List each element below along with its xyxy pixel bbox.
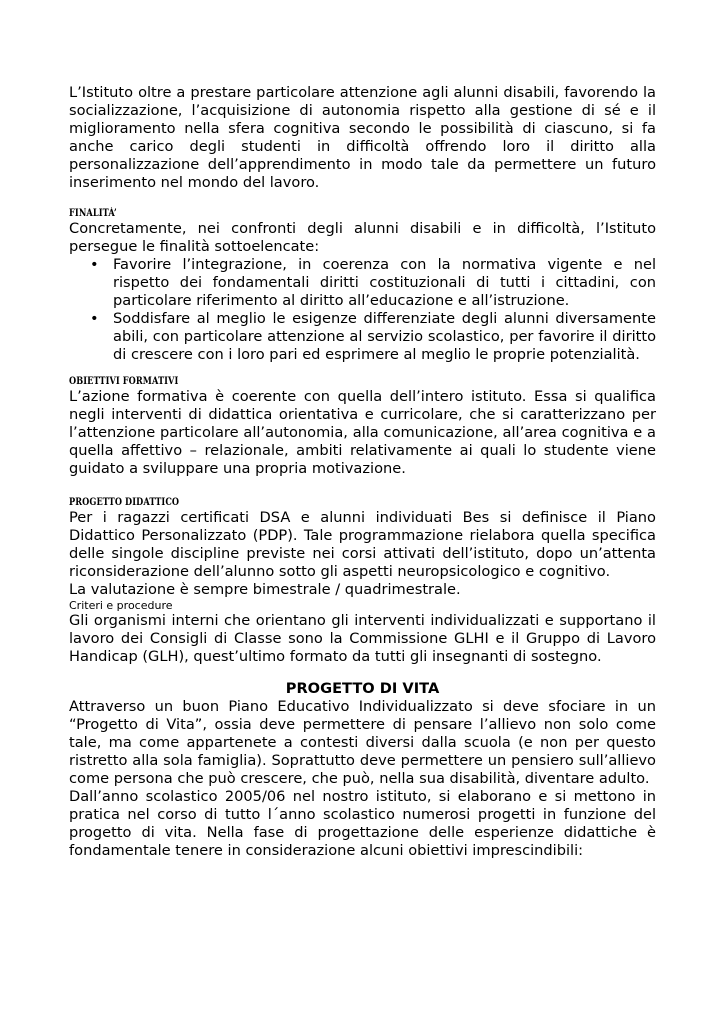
valutazione-line: La valutazione è sempre bimestrale / quadrimestrale. — [69, 581, 461, 598]
progetto-didattico-paragraph: Per i ragazzi certificati DSA e alunni individuati Bes si definisce il Piano Didattico Personalizzato (PDP). Tale programmazione rielabora quella specifica delle singole discipline previste nei corsi attivati dell’istituto, dopo un’attenta riconsiderazione dell’alunno sotto gli aspetti neuropsicologico e cognitivo. — [69, 509, 656, 580]
intro-paragraph: L’Istituto oltre a prestare particolare attenzione agli alunni disabili, favorendo la socializzazione, l’acquisizione di autonomia rispetto alla gestione di sé e il miglioramento nella sfera cognitiva secondo le possibilità di ciascuno, si fa anche carico degli studenti in difficoltà offrendo loro il diritto alla personalizzazione dell’apprendimento in modo tale da permettere un futuro inserimento nel mondo del lavoro. — [69, 84, 656, 191]
progetto-vita-paragraph-1: Attraverso un buon Piano Educativo Individualizzato si deve sfociare in un “Progetto di Vita”, ossia deve permettere di pensare l’allievo non solo come tale, ma come appartenete a contesti diversi dalla scuola (e non per questo ristretto alla sola famiglia). Soprattutto deve permettere un pensiero sull’allievo come persona che può crescere, che può, nella sua disabilità, diventare adulto. — [69, 698, 656, 787]
progetto-vita-paragraph-2: Dall’anno scolastico 2005/06 nel nostro istituto, si elaborano e si mettono in pratica nel corso di tutto l´anno scolastico numerosi progetti in funzione del progetto di vita. Nella fase di progettazione delle esperienze didattiche è fondamentale tenere in considerazione alcuni obiettivi imprescindibili: — [69, 788, 656, 859]
finalita-heading: FINALITÀ’ — [69, 208, 117, 219]
progetto-didattico-heading: PROGETTO DIDATTICO — [69, 497, 180, 508]
criteri-label: Criteri e procedure — [69, 599, 173, 612]
progetto-vita-title: PROGETTO DI VITA — [285, 680, 440, 697]
list-item — [90, 256, 656, 310]
organismi-paragraph: Gli organismi interni che orientano gli interventi individualizzati e supportano il lavoro dei Consigli di Classe sono la Commissione GLHI e il Gruppo di Lavoro Handicap (GLH), quest’ultimo formato da tutti gli insegnanti di sostegno. — [69, 612, 656, 665]
document-page — [69, 84, 656, 860]
obiettivi-heading: OBIETTIVI FORMATIVI — [69, 376, 179, 387]
finalita-intro: Concretamente, nei confronti degli alunni disabili e in difficoltà, l’Istituto persegue le finalità sottoelencate: — [69, 220, 656, 255]
bullet-icon: • — [90, 256, 99, 273]
list-item-text: Favorire l’integrazione, in coerenza con la normativa vigente e nel rispetto dei fondamentali diritti costituzionali di tutti i cittadini, con particolare riferimento al diritto all’educazione e all’istruzione. — [113, 256, 656, 309]
finalita-list — [69, 256, 656, 364]
list-item-text: Soddisfare al meglio le esigenze differenziate degli alunni diversamente abili, con particolare attenzione al servizio scolastico, per favorire il diritto di crescere con i loro pari ed esprimere al meglio le proprie potenzialità. — [113, 310, 656, 363]
list-item — [90, 310, 656, 364]
obiettivi-paragraph: L’azione formativa è coerente con quella dell’intero istituto. Essa si qualifica negli interventi di didattica orientativa e curricolare, che si caratterizzano per l’attenzione particolare all’autonomia, alla comunicazione, all’area cognitiva e a quella affettivo – relazionale, ambiti relativamente ai quali lo studente viene guidato a sviluppare una propria motivazione. — [69, 388, 656, 477]
bullet-icon: • — [90, 310, 99, 327]
